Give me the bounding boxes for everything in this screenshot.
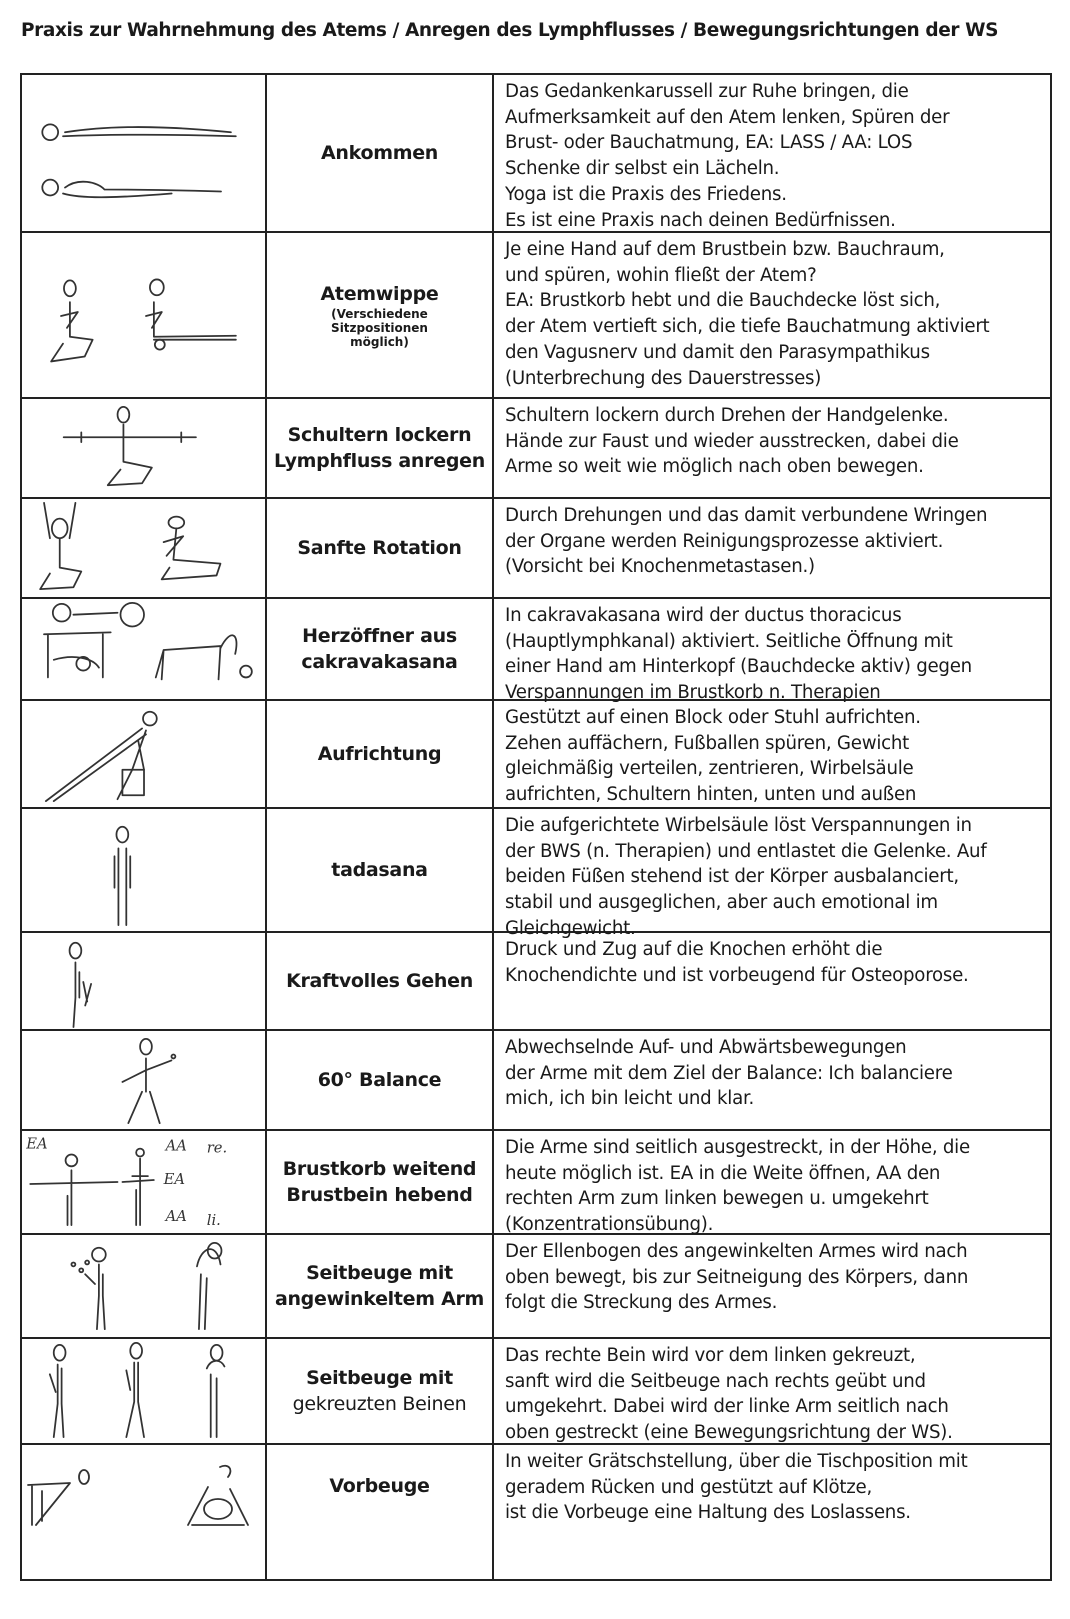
arms-sideways-figures-icon xyxy=(22,1131,267,1233)
exercise-name-line: gekreuzten Beinen xyxy=(292,1393,467,1415)
block-support-figure-icon xyxy=(22,701,267,807)
exercise-name: Seitbeuge mit xyxy=(306,1262,453,1284)
figure-cell xyxy=(22,1339,267,1443)
figure-cell xyxy=(22,233,267,397)
table-row xyxy=(22,1339,1050,1445)
rotation-figures-icon xyxy=(22,499,267,597)
all-fours-figures-icon xyxy=(22,599,267,699)
table-row xyxy=(22,1031,1050,1131)
figure-cell xyxy=(22,701,267,807)
exercise-name: Ankommen xyxy=(320,142,439,164)
exercise-description: Je eine Hand auf dem Brustbein bzw. Bauchraum, und spüren, wohin fließt der Atem? EA: Brustkorb hebt und die Bauchdecke löst sich, der Atem vertieft sich, die tiefe Bauchatmung aktiviert den Vagusnerv und damit den Parasympathikus (Unterbrechung des Dauerstresses) xyxy=(505,239,990,389)
figure-cell xyxy=(22,1131,267,1233)
exercise-description: Das rechte Bein wird vor dem linken gekreuzt, sanft wird die Seitbeuge nach rechts geübt und umgekehrt. Dabei wird der linke Arm seitlich nach oben gestreckt (eine Bewegungsrichtung der WS). xyxy=(505,1345,953,1444)
exercise-name: Seitbeuge mit xyxy=(306,1367,453,1389)
figure-cell xyxy=(22,499,267,597)
exercise-name: Herzöffner aus cakravakasana xyxy=(301,625,458,673)
exercise-name: Aufrichtung xyxy=(317,743,442,765)
exercise-name: Sanfte Rotation xyxy=(297,537,462,559)
figure-label: EA xyxy=(26,1135,48,1153)
table-row xyxy=(22,809,1050,939)
figure-cell xyxy=(22,75,267,231)
lying-figures-icon xyxy=(22,75,267,231)
exercise-description: Gestützt auf einen Block oder Stuhl aufrichten. Zehen auffächern, Fußballen spüren, Gewicht gleichmäßig verteilen, zentrieren, Wirbelsäule aufrichten, Schultern hinten, unten und außen xyxy=(505,707,921,806)
exercise-description: Die aufgerichtete Wirbelsäule löst Verspannungen in der BWS (n. Therapien) und entlastet die Gelenke. Auf beiden Füßen stehend ist der Körper ausbalanciert, stabil und ausgeglichen, aber auch emotional im Gleichgewicht. xyxy=(505,815,987,939)
figure-cell xyxy=(22,809,267,931)
table-row xyxy=(22,599,1050,704)
exercise-note: (Verschiedene Sitzpositionen möglich) xyxy=(331,307,428,349)
table-row xyxy=(22,1235,1050,1339)
table-row xyxy=(22,933,1050,1031)
table-row xyxy=(22,399,1050,499)
figure-cell xyxy=(22,1445,267,1579)
table-row xyxy=(22,75,1050,233)
balance-figure-icon xyxy=(22,1031,267,1129)
figure-cell xyxy=(22,1235,267,1337)
figure-label: EA xyxy=(163,1170,185,1188)
exercise-description: In cakravakasana wird der ductus thoracicus (Hauptlymphkanal) aktiviert. Seitliche Öffnung mit einer Hand am Hinterkopf (Bauchdecke aktiv) gegen Verspannungen im Brustkorb n. Therapien xyxy=(505,605,972,704)
exercise-name: Atemwippe xyxy=(320,283,439,305)
figure-label: AA xyxy=(165,1208,187,1226)
figure-label: li. xyxy=(206,1212,221,1230)
exercise-name: Kraftvolles Gehen xyxy=(286,970,473,992)
figure-cell xyxy=(22,933,267,1029)
figure-label: re. xyxy=(206,1139,228,1157)
exercise-description: Schultern lockern durch Drehen der Handgelenke. Hände zur Faust und wieder ausstrecken, dabei die Arme so weit wie möglich nach oben bewegen. xyxy=(505,405,959,478)
exercise-description: In weiter Grätschstellung, über die Tischposition mit geradem Rücken und gestützt auf Klötze, ist die Vorbeuge eine Haltung des Loslassens. xyxy=(505,1451,968,1524)
exercise-table xyxy=(20,73,1052,1581)
exercise-name: Brustkorb weitend Brustbein hebend xyxy=(282,1158,477,1206)
standing-figure-icon xyxy=(22,809,267,931)
exercise-name: tadasana xyxy=(331,859,428,881)
exercise-name-line: angewinkeltem Arm xyxy=(274,1288,485,1310)
arms-spread-figure-icon xyxy=(22,399,267,497)
table-row xyxy=(22,1445,1050,1579)
exercise-description: Druck und Zug auf die Knochen erhöht die Knochendichte und ist vorbeugend für Osteoporose. xyxy=(505,939,969,986)
table-row xyxy=(22,233,1050,399)
exercise-description: Durch Drehungen und das damit verbundene Wringen der Organe werden Reinigungsprozesse aktiviert. (Vorsicht bei Knochenmetastasen.) xyxy=(505,505,988,578)
figure-label: AA xyxy=(165,1137,187,1155)
exercise-name: Schultern lockern Lymphfluss anregen xyxy=(274,424,485,472)
seated-figures-icon xyxy=(22,233,267,397)
table-row xyxy=(22,1131,1050,1235)
figure-cell xyxy=(22,1031,267,1129)
page-title: Praxis zur Wahrnehmung des Atems / Anregen des Lymphflusses / Bewegungsrichtungen der WS xyxy=(21,20,999,41)
table-row xyxy=(22,499,1050,599)
forward-bend-figures-icon xyxy=(22,1445,267,1579)
exercise-description: Abwechselnde Auf- und Abwärtsbewegungen der Arme mit dem Ziel der Balance: Ich balanciere mich, ich bin leicht und klar. xyxy=(505,1037,953,1110)
crossed-legs-figures-icon xyxy=(22,1339,267,1443)
figure-cell xyxy=(22,399,267,497)
exercise-description: Die Arme sind seitlich ausgestreckt, in der Höhe, die heute möglich ist. EA in die Weite öffnen, AA den rechten Arm zum linken bewegen u. umgekehrt (Konzentrationsübung). xyxy=(505,1137,970,1236)
exercise-description: Das Gedankenkarussell zur Ruhe bringen, die Aufmerksamkeit auf den Atem lenken, Spüren der Brust- oder Bauchatmung, EA: LASS / AA: LOS Schenke dir selbst ein Lächeln. Yoga ist die Praxis des Friedens. Es ist eine Praxis nach deinen Bedürfnissen. xyxy=(505,81,950,231)
walking-figure-icon xyxy=(22,933,267,1029)
exercise-description: Der Ellenbogen des angewinkelten Armes wird nach oben bewegt, bis zur Seitneigung des Körpers, dann folgt die Streckung des Armes. xyxy=(505,1241,969,1314)
side-bend-elbow-figures-icon xyxy=(22,1235,267,1337)
exercise-name: 60° Balance xyxy=(317,1069,442,1091)
exercise-name: Vorbeuge xyxy=(329,1475,430,1497)
table-row xyxy=(22,701,1050,809)
figure-cell xyxy=(22,599,267,699)
